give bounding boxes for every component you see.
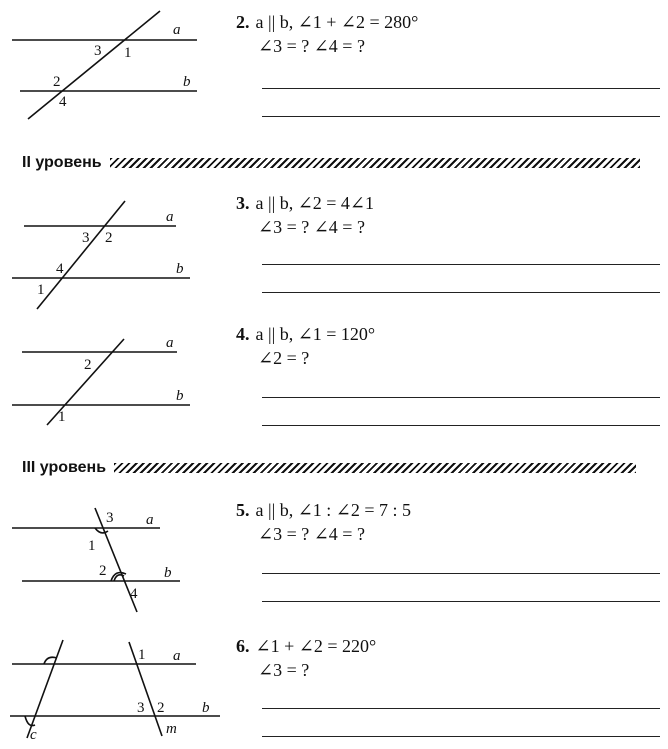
angle-label-1: 1 xyxy=(138,647,146,663)
answer-line[interactable] xyxy=(262,601,660,602)
task-number: 5. xyxy=(236,500,250,520)
task-question: ∠2 = ? xyxy=(258,348,310,368)
label-b: b xyxy=(164,565,172,581)
task-2 xyxy=(236,10,418,58)
task-question: ∠3 = ? ∠4 = ? xyxy=(258,36,365,56)
figure-task-4 xyxy=(12,335,190,425)
label-m: m xyxy=(166,721,177,737)
angle-label-1: 1 xyxy=(124,45,132,61)
label-a: a xyxy=(146,512,154,528)
task-number: 3. xyxy=(236,193,250,213)
angle-label-1: 1 xyxy=(58,409,66,425)
label-c: c xyxy=(30,727,37,743)
level-2-title: II уровень xyxy=(22,154,102,171)
angle-label-3: 3 xyxy=(106,510,114,526)
task-condition: a || b, ∠2 = 4∠1 xyxy=(255,193,375,213)
task-question: ∠3 = ? ∠4 = ? xyxy=(258,524,365,544)
angle-label-3: 3 xyxy=(137,700,145,716)
angle-label-2: 2 xyxy=(105,230,113,246)
hatch-divider xyxy=(114,463,636,473)
label-b: b xyxy=(176,261,184,277)
figure-task-3 xyxy=(12,201,190,309)
figure-task-2 xyxy=(12,11,197,119)
task-condition: a || b, ∠1 : ∠2 = 7 : 5 xyxy=(255,500,412,520)
label-a: a xyxy=(173,22,181,38)
angle-label-4: 4 xyxy=(59,94,67,110)
answer-line[interactable] xyxy=(262,292,660,293)
transversal xyxy=(37,201,125,309)
angle-label-2: 2 xyxy=(84,357,92,373)
label-a: a xyxy=(173,648,181,664)
label-a: a xyxy=(166,335,174,351)
answer-line[interactable] xyxy=(262,708,660,709)
task-condition: a || b, ∠1 + ∠2 = 280° xyxy=(255,12,419,32)
answer-line[interactable] xyxy=(262,425,660,426)
answer-line[interactable] xyxy=(262,264,660,265)
angle-label-3: 3 xyxy=(82,230,90,246)
angle-label-3: 3 xyxy=(94,43,102,59)
label-b: b xyxy=(202,700,210,716)
transversal xyxy=(28,11,160,119)
label-a: a xyxy=(166,209,174,225)
angle-label-1: 1 xyxy=(88,538,96,554)
task-condition: ∠1 + ∠2 = 220° xyxy=(255,636,377,656)
task-number: 2. xyxy=(236,12,250,32)
task-question: ∠3 = ? ∠4 = ? xyxy=(258,217,365,237)
task-3 xyxy=(236,191,374,239)
task-number: 6. xyxy=(236,636,250,656)
angle-label-4: 4 xyxy=(56,261,64,277)
angle-label-2: 2 xyxy=(53,74,61,90)
angle-label-2: 2 xyxy=(99,563,107,579)
angle-label-1: 1 xyxy=(37,282,45,298)
task-condition: a || b, ∠1 = 120° xyxy=(255,324,376,344)
label-b: b xyxy=(183,74,191,90)
task-6 xyxy=(236,634,376,682)
answer-line[interactable] xyxy=(262,573,660,574)
level-3-header xyxy=(22,457,636,479)
task-number: 4. xyxy=(236,324,250,344)
line-c xyxy=(27,640,63,738)
angle-label-4: 4 xyxy=(130,586,138,602)
hatch-divider xyxy=(110,158,640,168)
task-5 xyxy=(236,498,411,546)
figure-task-5 xyxy=(12,508,180,612)
level-2-header xyxy=(22,152,640,174)
answer-line[interactable] xyxy=(262,116,660,117)
task-4 xyxy=(236,322,375,370)
label-b: b xyxy=(176,388,184,404)
answer-line[interactable] xyxy=(262,88,660,89)
line-m xyxy=(129,642,162,736)
answer-line[interactable] xyxy=(262,736,660,737)
figure-task-6 xyxy=(10,640,220,743)
task-question: ∠3 = ? xyxy=(258,660,310,680)
angle-label-2: 2 xyxy=(157,700,165,716)
level-3-title: III уровень xyxy=(22,459,107,476)
answer-line[interactable] xyxy=(262,397,660,398)
